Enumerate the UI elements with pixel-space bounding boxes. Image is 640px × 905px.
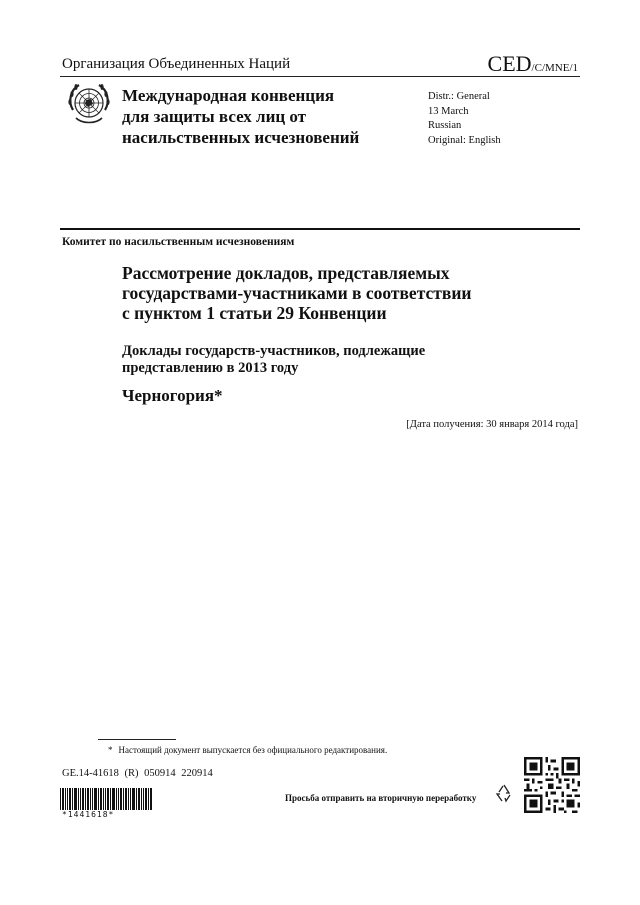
footnote-text: Настоящий документ выпускается без официального редактирования. [118, 745, 388, 755]
header-bottom-rule [60, 228, 580, 230]
un-emblem-icon [64, 80, 114, 130]
distribution-original: Original: English [428, 134, 501, 146]
subheading-line: представлению в 2013 году [122, 360, 299, 376]
footnote-marker: * [108, 745, 113, 755]
committee-name: Комитет по насильственным исчезновениям [62, 236, 295, 248]
document-symbol-main: CED [487, 51, 532, 76]
header-rule [60, 76, 580, 77]
qr-code-icon [524, 757, 580, 813]
document-subheading [122, 343, 502, 377]
organization-name: Организация Объединенных Наций [62, 56, 291, 72]
country-title: Черногория* [122, 386, 223, 405]
heading-line: Рассмотрение докладов, представляемых [122, 263, 450, 283]
document-heading [122, 263, 542, 323]
ge-code: GE.14-41618 (R) 050914 220914 [62, 768, 213, 779]
convention-title [122, 85, 402, 148]
date-received: [Дата получения: 30 января 2014 года] [406, 419, 578, 430]
convention-title-line: для защиты всех лиц от [122, 107, 307, 126]
document-symbol-suffix: /C/MNE/1 [531, 62, 578, 74]
document-symbol [488, 51, 578, 77]
distribution-language: Russian [428, 120, 462, 131]
distribution-line: Distr.: General [428, 91, 490, 102]
subheading-line: Доклады государств-участников, подлежащие [122, 343, 426, 359]
footnote-rule [98, 739, 176, 740]
heading-line: с пунктом 1 статьи 29 Конвенции [122, 303, 387, 323]
heading-line: государствами-участниками в соответствии [122, 283, 472, 303]
distribution-date: 13 March [428, 105, 469, 117]
footnote [108, 745, 387, 755]
distribution-block [428, 90, 501, 148]
barcode-number: *1441618* [62, 810, 115, 819]
convention-title-line: Международная конвенция [122, 86, 335, 105]
recycle-icon [493, 782, 515, 804]
barcode [60, 788, 152, 810]
recycle-notice: Просьба отправить на вторичную переработку [285, 793, 477, 803]
convention-title-line: насильственных исчезновений [122, 128, 360, 147]
